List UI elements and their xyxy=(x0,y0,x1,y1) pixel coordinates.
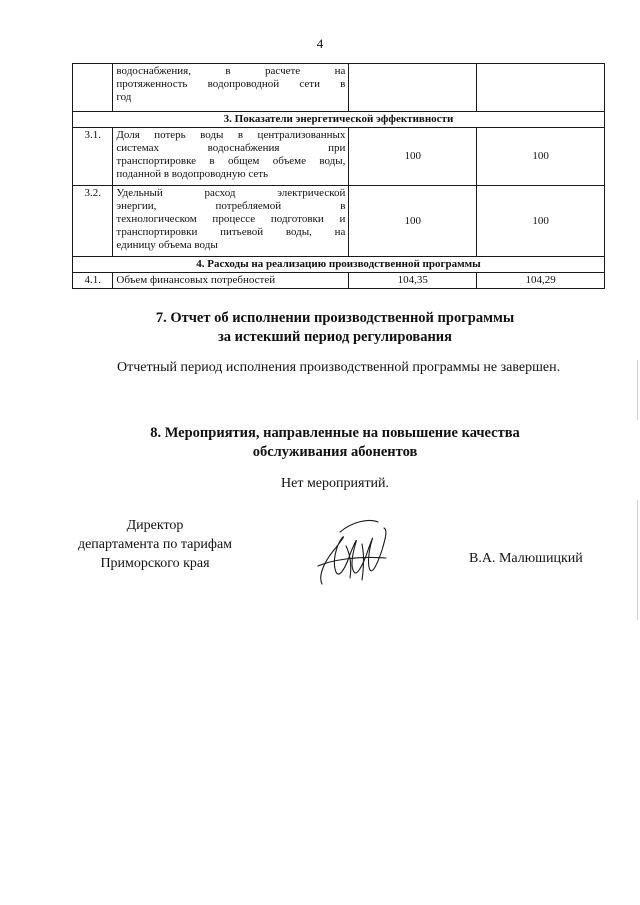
signer-name: В.А. Малюшицкий xyxy=(469,551,583,566)
row-number: 3.2. xyxy=(73,186,113,257)
table-row xyxy=(73,273,605,289)
scan-edge-mark xyxy=(637,500,638,620)
row-actual-value xyxy=(477,64,605,112)
row-plan-value: 100 xyxy=(349,128,477,186)
section-7-heading: 7. Отчет об исполнении производственной программы за истекший период регулирования xyxy=(155,310,515,345)
section-header-row xyxy=(73,257,605,273)
row-number xyxy=(73,64,113,112)
row-plan-value xyxy=(349,64,477,112)
row-plan-value: 104,35 xyxy=(349,273,477,289)
row-number: 4.1. xyxy=(73,273,113,289)
row-description: Удельный расход электрической энергии, потребляемой в технологическом процессе подготовки и транспортировки питьевой воды, на единицу объема воды xyxy=(113,186,349,257)
signatory-title: Директор департамента по тарифам Приморского края xyxy=(77,518,233,571)
row-description: водоснабжения, в расчете на протяженность водопроводной сети в год xyxy=(113,64,349,112)
section-4-title: 4. Расходы на реализацию производственной программы xyxy=(73,257,605,273)
page-number: 4 xyxy=(316,36,324,51)
table-row xyxy=(73,128,605,186)
program-indicators-table xyxy=(72,63,605,289)
row-description: Объем финансовых потребностей xyxy=(113,273,349,289)
section-7-text: Отчетный период исполнения производственной программы не завершен. xyxy=(117,360,561,375)
row-actual-value: 100 xyxy=(477,186,605,257)
section-header-row xyxy=(73,112,605,128)
row-actual-value: 100 xyxy=(477,128,605,186)
section-8-heading: 8. Мероприятия, направленные на повышение качества обслуживания абонентов xyxy=(150,425,520,460)
handwritten-signature xyxy=(312,516,392,588)
section-8-text: Нет мероприятий. xyxy=(281,476,390,491)
table-row xyxy=(73,186,605,257)
row-plan-value: 100 xyxy=(349,186,477,257)
row-description: Доля потерь воды в централизованных системах водоснабжения при транспортировке в общем объеме воды, поданной в водопроводную сеть xyxy=(113,128,349,186)
section-3-title: 3. Показатели энергетической эффективности xyxy=(73,112,605,128)
table-row xyxy=(73,64,605,112)
scan-edge-mark xyxy=(637,360,638,420)
row-actual-value: 104,29 xyxy=(477,273,605,289)
row-number: 3.1. xyxy=(73,128,113,186)
